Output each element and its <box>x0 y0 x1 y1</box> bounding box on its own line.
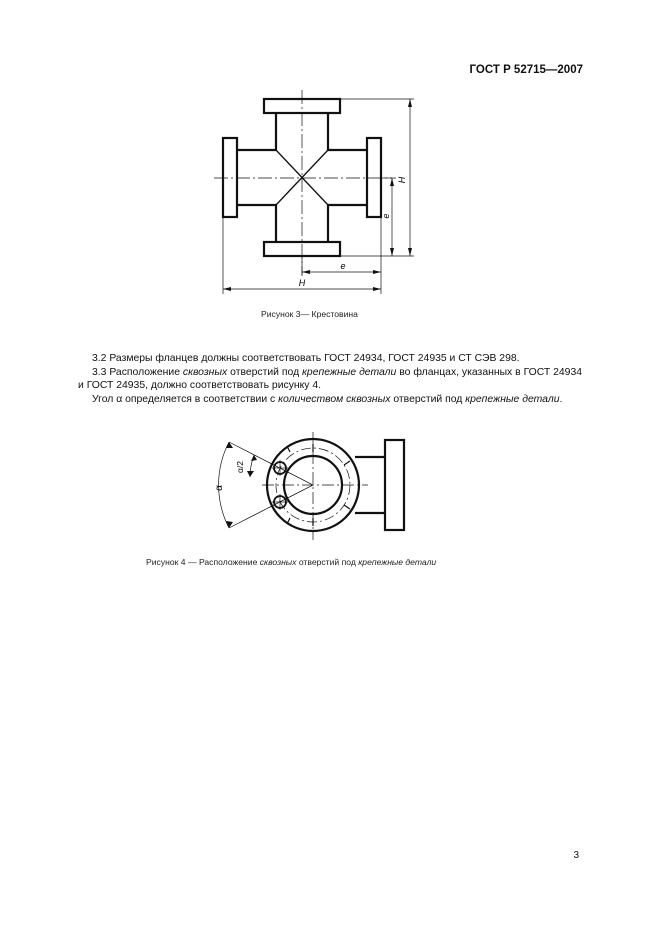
document-code: ГОСТ Р 52715—2007 <box>469 64 583 76</box>
dim-e-vertical: e <box>381 213 391 219</box>
figure-4-flange-drawing <box>0 420 661 580</box>
paragraph-angle: Угол α определяется в соответствии с количеством сквозных отверстий под крепежные детали. <box>92 393 563 405</box>
left-flange <box>223 138 237 217</box>
alpha-arc <box>219 442 229 528</box>
figure-3-cross-drawing <box>0 0 661 310</box>
paragraph-3-3: 3.3 Расположение сквозных отверстий под крепежные детали во фланцах, указанных в ГОСТ 24934 и ГОСТ 24935, должно соответствовать рисунку 4. <box>78 366 582 391</box>
paragraph-3-2: 3.2 Размеры фланцев должны соответствовать ГОСТ 24934, ГОСТ 24935 и СТ СЭВ 298. <box>92 353 520 364</box>
dim-alpha: α <box>214 485 225 491</box>
right-flange <box>367 138 381 217</box>
dim-alpha-half: α/2 <box>235 460 245 474</box>
side-flange <box>385 440 404 530</box>
page-number: 3 <box>573 850 579 861</box>
figure-3-caption: Рисунок 3— Крестовина <box>261 309 358 319</box>
body-text <box>78 352 582 406</box>
figure-4-caption: Рисунок 4 — Расположение сквозных отверстий под крепежные детали <box>146 557 437 567</box>
dim-H-horizontal: H <box>298 278 306 288</box>
dim-e-horizontal: e <box>340 261 346 271</box>
dim-H-vertical: H <box>397 176 407 184</box>
